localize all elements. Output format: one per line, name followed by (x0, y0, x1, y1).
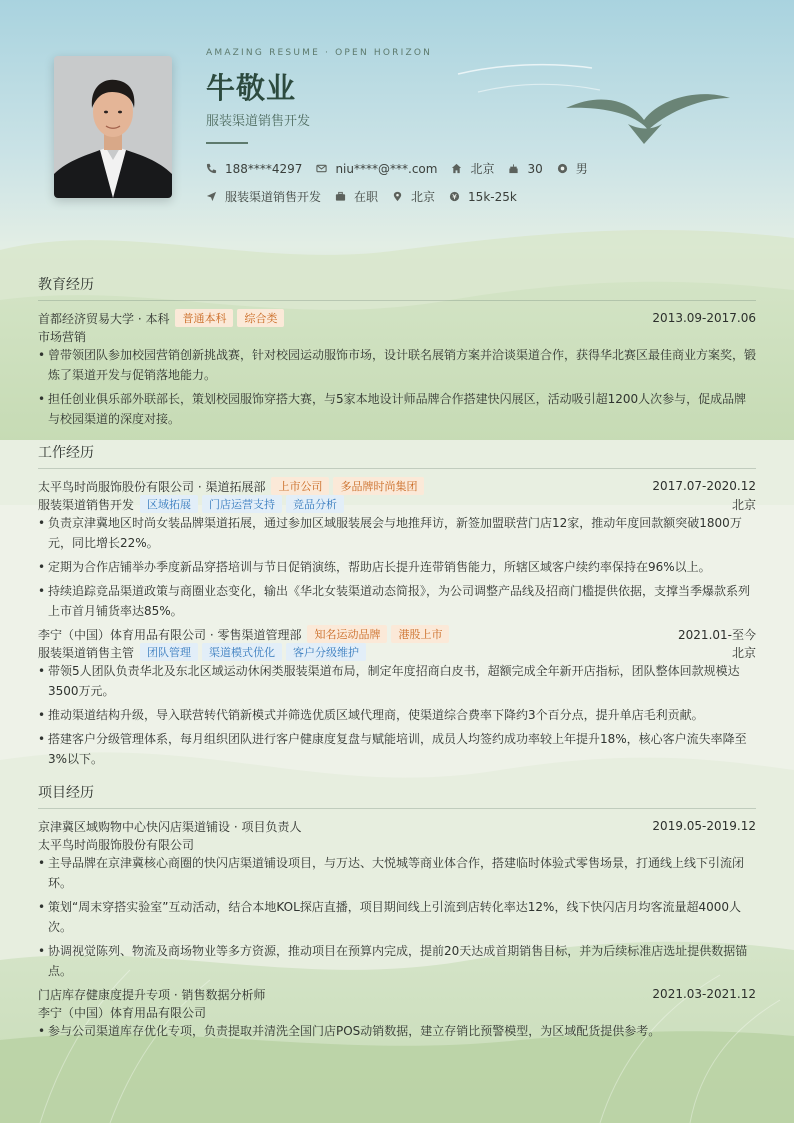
company-tag: 知名运动品牌 (307, 625, 387, 643)
intent-row (206, 188, 531, 205)
list-item: • 曾带领团队参加校园营销创新挑战赛，针对校园运动服饰市场，设计联名展销方案并洽谈渠道合作，获得华北赛区最佳商业方案奖，锻炼了渠道开发与促销落地能力。 (38, 345, 756, 385)
major-row (38, 327, 756, 345)
candidate-name: 牛敬业 (206, 71, 297, 105)
education-bullets (38, 345, 756, 429)
job-header (38, 477, 756, 495)
projects-section (38, 782, 756, 1045)
projects-heading: 项目经历 (38, 782, 756, 809)
job-bullets (38, 513, 756, 621)
skill-tag: 团队管理 (140, 643, 198, 661)
status-item (335, 188, 378, 205)
salary-text: 15k-25k (468, 189, 517, 204)
age-text: 30 (527, 161, 543, 176)
project-header (38, 817, 756, 835)
project-org-row (38, 1003, 756, 1021)
target-city-text: 北京 (411, 190, 436, 204)
project-name: 京津冀区域购物中心快闪店渠道铺设 · 项目负责人 (38, 819, 302, 834)
school-tag: 普通本科 (175, 309, 233, 327)
salary-item (449, 190, 517, 204)
project-org: 太平鸟时尚服饰股份有限公司 (38, 837, 195, 852)
company-name: 太平鸟时尚服饰股份有限公司 · 渠道拓展部 (38, 479, 266, 494)
job-role-row (38, 495, 756, 513)
list-item: • 参与公司渠道库存优化专项，负责提取并清洗全国门店POS动销数据，建立存销比预警模型，为区域配货提供参考。 (38, 1021, 756, 1041)
job-role: 服装渠道销售主管 (38, 645, 135, 660)
job-date: 2021.01-至今 (678, 627, 756, 642)
list-item: • 带领5人团队负责华北及东北区域运动休闲类服装渠道布局，制定年度招商白皮书，超额完成全年新开店指标，团队整体回款规模达3500万元。 (38, 661, 756, 701)
target-city-item (392, 188, 435, 205)
hometown-item (451, 160, 494, 177)
school-tag: 综合类 (237, 309, 284, 327)
education-date: 2013.09-2017.06 (652, 311, 756, 325)
company-tag: 港股上市 (391, 625, 449, 643)
work-heading: 工作经历 (38, 442, 756, 469)
email-text: niu****@***.com (335, 161, 438, 176)
job-bullets (38, 661, 756, 769)
list-item: • 负责京津冀地区时尚女装品牌渠道拓展，通过参加区域服装展会与地推拜访，新签加盟联营门店12家，推动年度回款额突破1800万元，同比增长22%。 (38, 513, 756, 553)
list-item: • 主导品牌在京津冀核心商圈的快闪店渠道铺设项目，与万达、大悦城等商业体合作，搭建临时体验式零售场景，打通线上线下引流闭环。 (38, 853, 756, 893)
gender-item (557, 160, 588, 177)
company-tag: 上市公司 (271, 477, 329, 495)
list-item: • 定期为合作店铺举办季度新品穿搭培训与节日促销演练，帮助店长提升连带销售能力，所辖区域客户续约率保持在96%以上。 (38, 557, 756, 577)
target-job-text: 服装渠道销售开发 (225, 190, 322, 204)
job-header (38, 625, 756, 643)
list-item: • 策划“周末穿搭实验室”互动活动，结合本地KOL探店直播，项目期间线上引流到店转化率达12%，线下快闪店月均客流量超4000人次。 (38, 897, 756, 937)
skill-tag: 渠道模式优化 (202, 643, 282, 661)
list-item: • 担任创业俱乐部外联部长，策划校园服饰穿搭大赛，与5家本地设计师品牌合作搭建快闪展区，活动吸引超1200人次参与，促成品牌与校园渠道的深度对接。 (38, 389, 756, 429)
list-item: • 协调视觉陈列、物流及商场物业等多方资源，推动项目在预算内完成，提前20天达成首期销售目标，并为后续标准店选址提供数据锚点。 (38, 941, 756, 981)
cake-icon (508, 163, 519, 174)
project-org: 李宁（中国）体育用品有限公司 (38, 1005, 207, 1020)
project-bullets (38, 853, 756, 981)
education-section (38, 274, 756, 433)
candidate-title: 服装渠道销售开发 (206, 114, 311, 129)
project-date: 2019.05-2019.12 (652, 819, 756, 833)
phone-text: 188****4297 (225, 161, 303, 176)
work-section (38, 442, 756, 773)
skill-tag: 门店运营支持 (202, 495, 282, 513)
project-bullets (38, 1021, 756, 1041)
target-job-item (206, 188, 321, 205)
avatar (54, 56, 172, 198)
skill-tag: 竞品分析 (286, 495, 344, 513)
salary-icon (449, 191, 460, 202)
project-header (38, 985, 756, 1003)
education-heading: 教育经历 (38, 274, 756, 301)
mail-icon (316, 163, 327, 174)
briefcase-icon (335, 191, 346, 202)
project-org-row (38, 835, 756, 853)
resume-tagline: AMAZING RESUME · OPEN HORIZON (206, 48, 433, 58)
school-name: 首都经济贸易大学 · 本科 (38, 311, 170, 326)
major-text: 市场营销 (38, 329, 87, 344)
skill-tag: 区域拓展 (140, 495, 198, 513)
status-text: 在职 (354, 190, 379, 204)
company-tag: 多品牌时尚集团 (333, 477, 424, 495)
skill-tag: 客户分级维护 (286, 643, 366, 661)
job-role-row (38, 643, 756, 661)
list-item: • 推动渠道结构升级，导入联营转代销新模式并筛选优质区域代理商，使渠道综合费率下降约3个百分点，提升单店毛利贡献。 (38, 705, 756, 725)
send-icon (206, 191, 217, 202)
company-name: 李宁（中国）体育用品有限公司 · 零售渠道管理部 (38, 627, 302, 642)
email-item (316, 162, 437, 176)
list-item: • 持续追踪竞品渠道政策与商圈业态变化，输出《华北女装渠道动态简报》，为公司调整产品线及招商门槛提供依据，支撑当季爆款系列上市首月铺货率达85%。 (38, 581, 756, 621)
list-item: • 搭建客户分级管理体系，每月组织团队进行客户健康度复盘与赋能培训，成员人均签约成功率较上年提升18%，核心客户流失率降至3%以下。 (38, 729, 756, 769)
project-name: 门店库存健康度提升专项 · 销售数据分析师 (38, 987, 266, 1002)
location-pin-icon (392, 191, 403, 202)
contact-row (206, 160, 602, 177)
phone-item (206, 162, 302, 176)
phone-icon (206, 163, 217, 174)
gender-text: 男 (575, 162, 588, 176)
hometown-text: 北京 (470, 162, 495, 176)
job-city: 北京 (731, 497, 756, 512)
age-item (508, 162, 542, 176)
project-date: 2021.03-2021.12 (652, 987, 756, 1001)
education-entry-header (38, 309, 756, 327)
home-icon (451, 163, 462, 174)
job-city: 北京 (731, 645, 756, 660)
gender-icon (557, 163, 568, 174)
job-date: 2017.07-2020.12 (652, 479, 756, 493)
job-role: 服装渠道销售开发 (38, 497, 135, 512)
title-divider (206, 142, 248, 144)
